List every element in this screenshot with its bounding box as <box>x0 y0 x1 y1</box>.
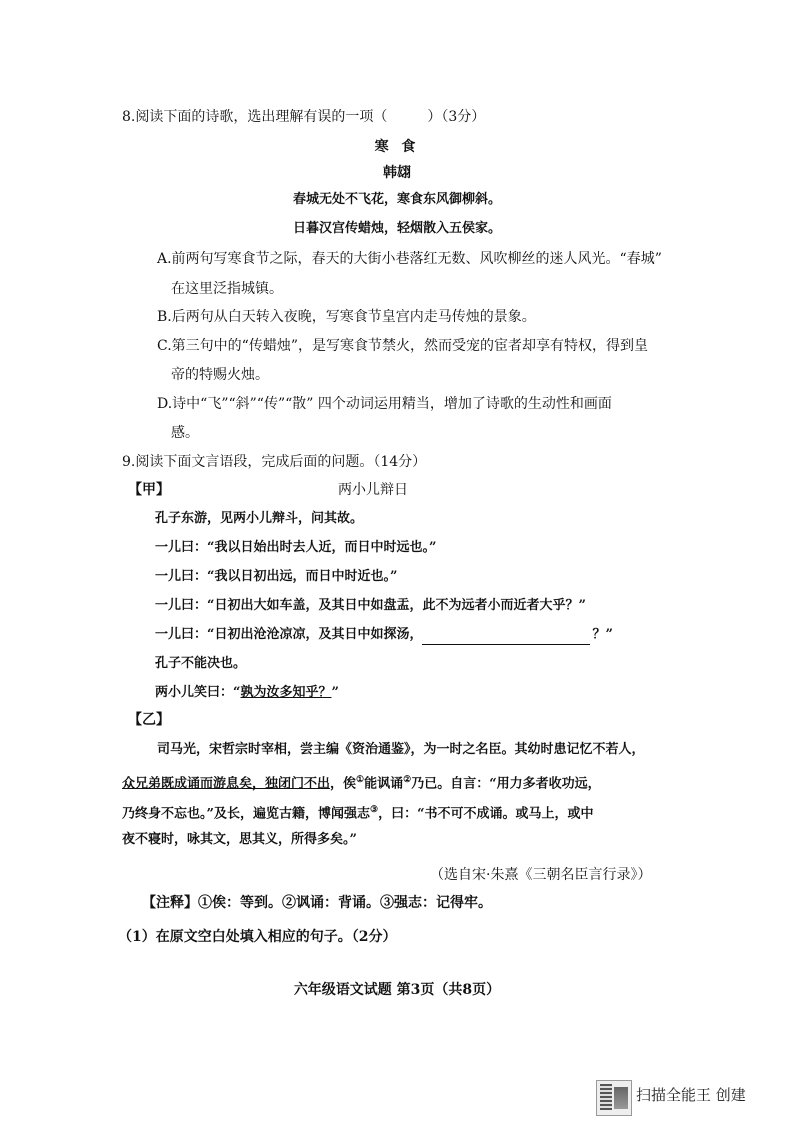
jia-line-5-text: 一儿曰：“日初出沧沧凉凉，及其日中如探汤， <box>155 627 423 642</box>
jia-line-4: 一儿曰：“日初出大如车盖，及其日中如盘盂，此不为远者小而近者大乎？” <box>155 598 586 613</box>
section-jia-title: 两小儿辩日 <box>338 482 408 498</box>
sub-question-1: （1）在原文空白处填入相应的句子。（2分） <box>118 929 397 945</box>
yi-line-1: 司马光，宋哲宗时宰相，尝主编《资治通鉴》，为一时之名臣。其幼时患记忆不若人， <box>157 742 645 757</box>
option-d-line-2: 感。 <box>171 425 199 441</box>
jia-line-5 <box>155 625 613 645</box>
poem-line-2: 日暮汉宫传蜡烛，轻烟散入五侯家。 <box>292 221 501 236</box>
jia-line-6: 孔子不能决也。 <box>155 656 247 671</box>
jia-line-7 <box>155 683 339 703</box>
poem-author: 韩翃 <box>383 165 411 181</box>
option-a-line-2: 在这里泛指城镇。 <box>171 281 283 297</box>
underlined-sentence: 孰为汝多知乎？ <box>240 685 332 700</box>
yi-line-2-c: 乃已。自言：“用力多者收功远， <box>411 776 601 792</box>
yi-line-3-a: 乃终身不忘也。”及长，遍览古籍，博闻强志 <box>122 806 370 822</box>
q9-stem: 9.阅读下面文言语段，完成后面的问题。（14分） <box>122 454 427 470</box>
page-footer: 六年级语文试题 第3页（共8页） <box>293 982 501 998</box>
source-citation: （选自宋·朱熹《三朝名臣言行录》） <box>430 867 652 883</box>
section-jia-label: 【甲】 <box>128 482 170 498</box>
section-yi-label: 【乙】 <box>128 712 170 728</box>
jia-line-1: 孔子东游，见两小儿辩斗，问其故。 <box>155 511 364 526</box>
yi-line-2-a: ，俟 <box>330 776 357 792</box>
q8-stem-text: 8.阅读下面的诗歌，选出理解有误的一项（ <box>122 109 388 125</box>
note-mark-3: ③ <box>369 805 379 815</box>
option-b: B.后两句从白天转入夜晚，写寒食节皇宫内走马传烛的景象。 <box>157 309 536 325</box>
jia-line-3: 一儿曰：“我以日初出远，而日中时近也。” <box>155 569 398 584</box>
fill-in-blank[interactable] <box>422 630 590 645</box>
jia-line-7-text: 两小儿笑曰：“ <box>155 685 241 700</box>
q8-score: ）（3分） <box>427 109 486 125</box>
note-mark-2: ② <box>403 775 412 785</box>
annotations: 【注释】①俟：等到。②讽诵：背诵。③强志：记得牢。 <box>142 895 492 911</box>
note-mark-1: ① <box>356 775 365 785</box>
jia-line-7-end: ” <box>331 685 339 700</box>
option-d-line-1: D.诗中“飞”“斜”“传”“散” 四个动词运用精当，增加了诗歌的生动性和画面 <box>157 396 612 412</box>
yi-line-2 <box>122 770 601 794</box>
option-a-line-1: A.前两句写寒食节之际，春天的大街小巷落红无数、风吹柳丝的迷人风光。“春城” <box>157 251 662 267</box>
underlined-sentence-2: 众兄弟既成诵而游息矣，独闭门不出 <box>122 776 331 792</box>
yi-line-3-b: ，曰：“书不可不成诵。或马上，或中 <box>378 806 594 822</box>
yi-line-2-b: 能讽诵 <box>364 776 404 792</box>
option-c-line-1: C.第三句中的“传蜡烛”，是写寒食节禁火，然而受宠的宦者却享有特权，得到皇 <box>157 338 648 354</box>
yi-line-3 <box>122 800 594 824</box>
scanner-watermark: 扫描全能王 创建 <box>636 1086 746 1104</box>
scanner-logo-icon <box>596 1080 632 1116</box>
jia-line-2: 一儿曰：“我以日始出时去人近，而日中时远也。” <box>155 540 437 555</box>
poem-title: 寒 食 <box>374 139 420 155</box>
jia-line-5-end: ？” <box>592 627 613 642</box>
q8-stem <box>122 107 485 127</box>
yi-line-4: 夜不寝时，咏其文，思其义，所得多矣。” <box>122 832 357 847</box>
poem-line-1: 春城无处不飞花，寒食东风御柳斜。 <box>292 192 501 207</box>
option-c-line-2: 帝的特赐火烛。 <box>171 367 269 383</box>
